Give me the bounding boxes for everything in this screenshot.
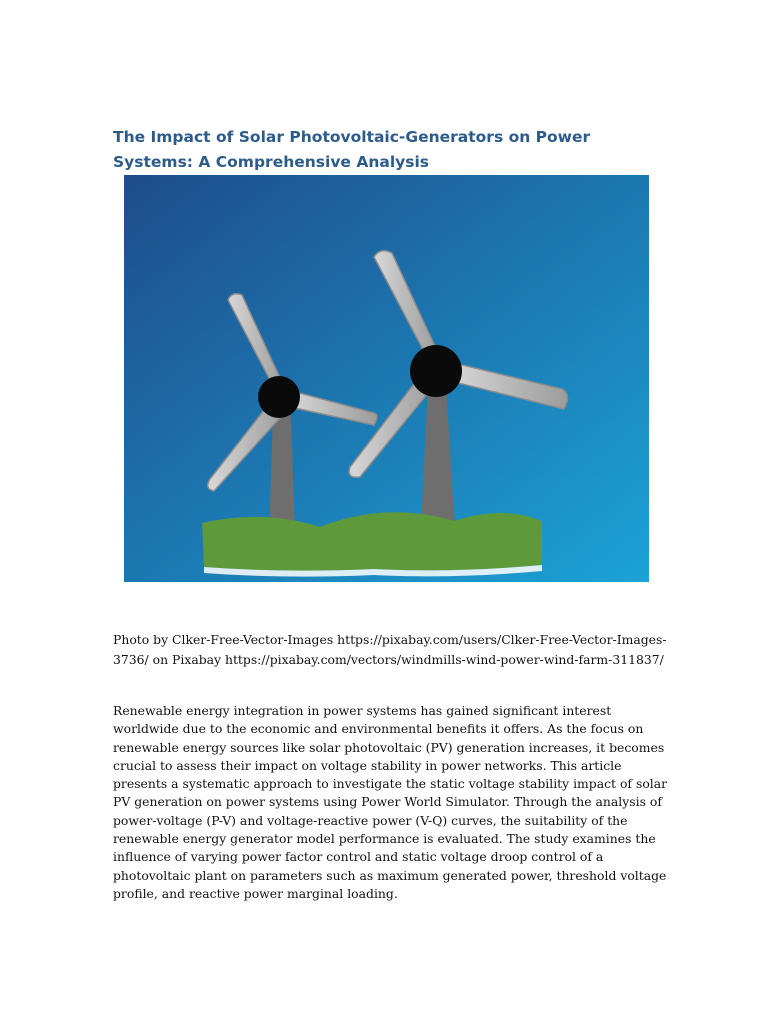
left-windmill-hub (258, 376, 300, 418)
windmills-image (124, 175, 649, 582)
grass-hills (202, 512, 542, 570)
left-windmill-tower (269, 415, 295, 535)
article-body: Renewable energy integration in power systems has gained significant interest worldwide due to the economic and environmental benefits it offers. As the focus on renewable energy sources like solar photovoltaic (PV) generation increases, it becomes crucial to assess their impact on voltage stability in power networks. This article presents a systematic approach to investigate the static voltage stability impact of solar PV generation on power systems using Power World Simulator. Through the analysis of power-voltage (P-V) and voltage-reactive power (V-Q) curves, the suitability of the renewable energy generator model performance is evaluated. The study examines the influence of varying power factor control and static voltage droop control of a photovoltaic plant on parameters such as maximum generated power, threshold voltage profile, and reactive power marginal loading. (113, 703, 668, 901)
article-title: The Impact of Solar Photovoltaic-Generators on Power Systems: A Comprehensive Analysis (113, 128, 591, 171)
right-windmill-hub (410, 345, 462, 397)
image-caption: Photo by Clker-Free-Vector-Images https://pixabay.com/users/Clker-Free-Vector-Images-3736/ on Pixabay https://pixabay.com/vectors/windmills-wind-power-wind-farm-311837/ (113, 632, 667, 667)
windmills-illustration (124, 175, 649, 582)
